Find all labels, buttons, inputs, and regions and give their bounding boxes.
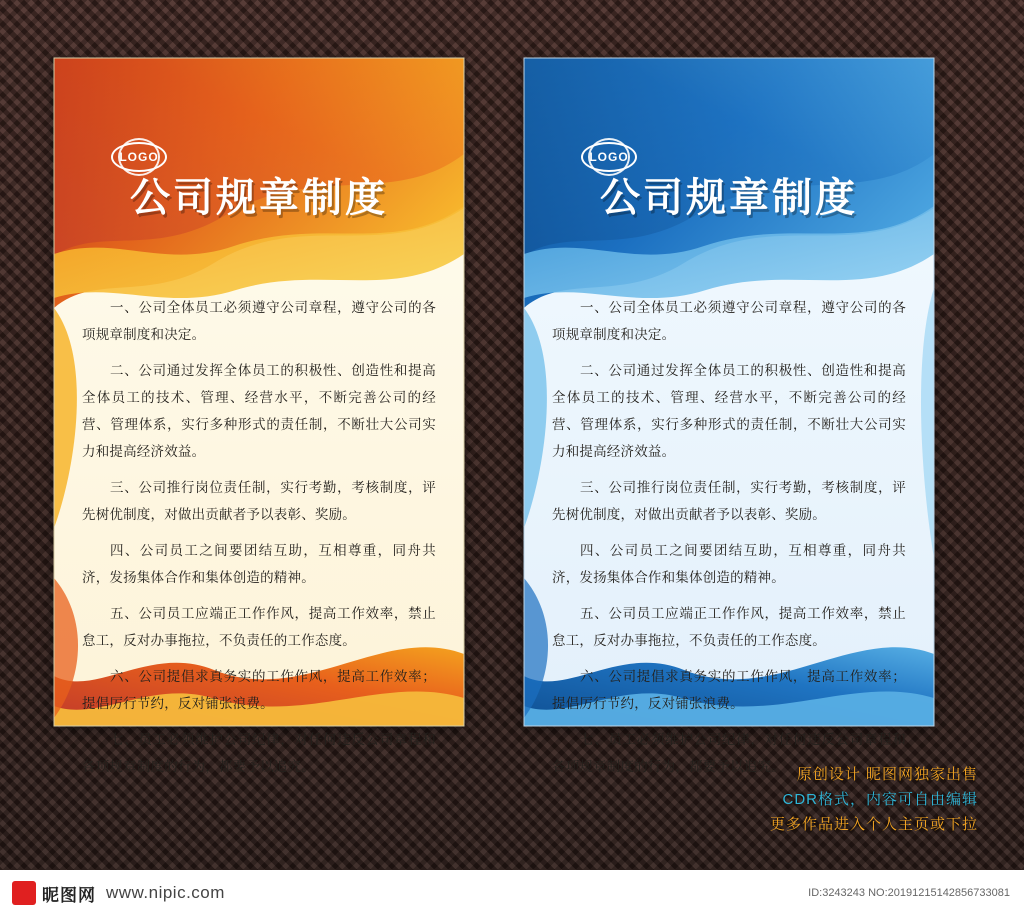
company-logo xyxy=(578,140,640,174)
promo-line-3: 更多作品进入个人主页或下拉 xyxy=(769,816,978,833)
logo-text: LOGO xyxy=(589,150,629,164)
nipic-logo-icon xyxy=(12,881,36,905)
rule-paragraph: 二、公司通过发挥全体员工的积极性、创造性和提高全体员工的技术、管理、经营水平，不断完善公司的经营、管理体系，实行多种形式的责任制，不断壮大公司实力和提高经济效益。 xyxy=(82,363,436,459)
poster-title: 公司规章制度 xyxy=(130,175,388,221)
company-logo xyxy=(108,140,170,174)
rule-paragraph: 一、公司全体员工必须遵守公司章程，遵守公司的各项规章制度和决定。 xyxy=(82,300,436,342)
promo-line-2: CDR格式，内容可自由编辑 xyxy=(782,791,978,808)
rule-paragraph: 六、公司提倡求真务实的工作作风，提高工作效率；提倡厉行节约，反对铺张浪费。 xyxy=(552,669,906,711)
rule-paragraph: 六、公司提倡求真务实的工作作风，提高工作效率；提倡厉行节约，反对铺张浪费。 xyxy=(82,669,436,711)
poster-body xyxy=(524,294,934,789)
logo-text: LOGO xyxy=(119,150,159,164)
site-brand[interactable] xyxy=(12,881,96,906)
promo-text-block xyxy=(770,762,978,837)
rule-paragraph: 五、公司员工应端正工作作风，提高工作效率，禁止怠工，反对办事拖拉，不负责任的工作态度。 xyxy=(552,606,906,648)
poster-blue[interactable] xyxy=(524,58,934,774)
rule-paragraph: 一、公司全体员工必须遵守公司章程，遵守公司的各项规章制度和决定。 xyxy=(552,300,906,342)
asset-id-code: ID:3243243 NO:20191215142856733081 xyxy=(808,887,1010,899)
rule-paragraph: 七、员工必须维护公司纪律，对任何违反公司章程和各项规章制度的行为，都要予以追究。 xyxy=(82,732,436,774)
rule-paragraph: 七、员工必须维护公司纪律，对任何违反公司章程和各项规章制度的行为，都要予以追究。 xyxy=(552,732,906,774)
rule-paragraph: 三、公司推行岗位责任制，实行考勤，考核制度，评先树优制度，对做出贡献者予以表彰、奖励。 xyxy=(552,480,906,522)
promo-line-1: 原创设计 昵图网独家出售 xyxy=(796,766,978,783)
poster-body xyxy=(54,294,464,789)
site-url[interactable]: www.nipic.com xyxy=(106,883,225,902)
poster-title: 公司规章制度 xyxy=(600,175,858,221)
rule-paragraph: 三、公司推行岗位责任制，实行考勤，考核制度，评先树优制度，对做出贡献者予以表彰、奖励。 xyxy=(82,480,436,522)
site-brand-name: 昵图网 xyxy=(42,885,96,905)
footer-bar xyxy=(0,870,1024,916)
rule-paragraph: 二、公司通过发挥全体员工的积极性、创造性和提高全体员工的技术、管理、经营水平，不断完善公司的经营、管理体系，实行多种形式的责任制，不断壮大公司实力和提高经济效益。 xyxy=(552,363,906,459)
rule-paragraph: 四、公司员工之间要团结互助，互相尊重，同舟共济，发扬集体合作和集体创造的精神。 xyxy=(552,543,906,585)
poster-orange[interactable] xyxy=(54,58,464,774)
rule-paragraph: 五、公司员工应端正工作作风，提高工作效率，禁止怠工，反对办事拖拉，不负责任的工作态度。 xyxy=(82,606,436,648)
rule-paragraph: 四、公司员工之间要团结互助，互相尊重，同舟共济，发扬集体合作和集体创造的精神。 xyxy=(82,543,436,585)
